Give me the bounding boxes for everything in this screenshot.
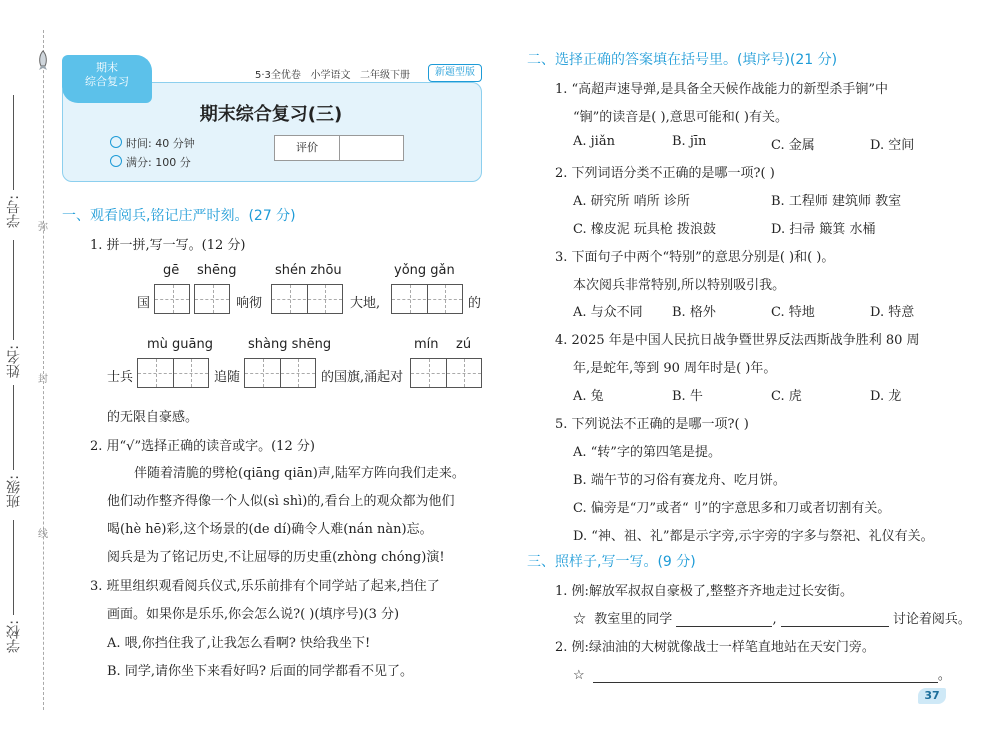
pinyin-zu: zú xyxy=(456,337,472,352)
check-icon xyxy=(110,155,122,167)
class-label: 班级: xyxy=(6,475,22,508)
text-xiangche: 响彻 xyxy=(236,296,263,311)
s2-q1-line1: 1. “高超声速导弹,是具备全天候作战能力的新型杀手锏”中 xyxy=(555,82,888,97)
s2-q2-line1[interactable]: 2. 下列词语分类不正确的是哪一项?( ) xyxy=(555,166,775,181)
s2-q4-line1: 4. 2025 年是中国人民抗日战争暨世界反法西斯战争胜利 80 周 xyxy=(555,333,920,348)
text-guoqi: 的国旗,涌起对 xyxy=(321,370,404,385)
text-guo: 国 xyxy=(137,296,151,311)
text-zhuisui: 追随 xyxy=(214,370,241,385)
text-de: 的 xyxy=(468,296,482,311)
new-edition-tag: 新题型版 xyxy=(428,64,482,82)
char-box-shangsheng[interactable] xyxy=(244,358,316,388)
clock-icon xyxy=(110,136,122,148)
name-line xyxy=(13,240,14,340)
seal-mark-xian: 线 xyxy=(38,529,48,540)
pinyin-ge: gē xyxy=(163,263,180,278)
review-badge xyxy=(62,55,152,103)
s2-q1-line2[interactable]: “锏”的读音是( ),意思可能和( )有关。 xyxy=(573,110,788,125)
seal-mark-feng: 封 xyxy=(38,374,48,385)
s2-q1-opt-c[interactable]: C. 金属 xyxy=(771,138,815,153)
student-id-line xyxy=(13,95,14,190)
q3-option-b[interactable]: B. 同学,请你坐下来看好吗? 后面的同学都看不见了。 xyxy=(107,664,414,679)
score-text: 满分: 100 分 xyxy=(126,156,191,169)
q2-line1[interactable]: 伴随着清脆的劈枪(qiāng qiān)声,陆军方阵向我们走来。 xyxy=(134,466,465,481)
char-box-shenzhou[interactable] xyxy=(271,284,343,314)
q3-prompt-line2[interactable]: 画面。如果你是乐乐,你会怎么说?( )(填序号)(3 分) xyxy=(107,607,400,622)
q2-prompt: 2. 用“√”选择正确的读音或字。(12 分) xyxy=(90,439,315,454)
s2-q4-opt-d[interactable]: D. 龙 xyxy=(870,389,902,404)
s2-q3-opt-c[interactable]: C. 特地 xyxy=(771,305,815,320)
s2-q3-line2: 本次阅兵非常特别,所以特别吸引我。 xyxy=(573,278,786,293)
star-icon: ☆ xyxy=(573,612,587,627)
time-text: 时间: 40 分钟 xyxy=(126,137,195,150)
s2-q3-opt-a[interactable]: A. 与众不同 xyxy=(573,305,643,320)
evaluation-label: 评价 xyxy=(275,136,340,160)
pinyin-min: mín xyxy=(414,337,439,352)
subject-name: 小学语文 xyxy=(310,70,351,81)
book-info xyxy=(255,66,410,81)
s3-q1-part2: 讨论着阅兵。 xyxy=(892,612,971,627)
q3-option-a[interactable]: A. 喂,你挡住我了,让我怎么看啊? 快给我坐下! xyxy=(107,636,371,651)
s2-q5-opt-b[interactable]: B. 端午节的习俗有赛龙舟、吃月饼。 xyxy=(573,473,786,488)
char-box-yonggan[interactable] xyxy=(391,284,463,314)
evaluation-box[interactable] xyxy=(274,135,404,161)
star-icon: ☆ xyxy=(573,668,585,683)
school-label: 学校: xyxy=(6,620,22,653)
badge-line2: 综合复习 xyxy=(85,75,129,88)
s3-q2-answer xyxy=(573,664,951,683)
student-id-label: 学号: xyxy=(6,195,22,228)
score-info xyxy=(110,154,191,170)
char-box-sheng[interactable] xyxy=(194,284,230,314)
s2-q2-opt-d[interactable]: D. 扫帚 簸箕 水桶 xyxy=(771,222,876,237)
s2-q1-opt-b[interactable]: B. jīn xyxy=(672,134,707,149)
page-number: 37 xyxy=(918,688,946,704)
s3-q1-comma: , xyxy=(772,612,777,627)
char-box-minzu[interactable] xyxy=(410,358,482,388)
text-dadi: 大地, xyxy=(350,296,381,311)
s2-q2-opt-a[interactable]: A. 研究所 哨所 诊所 xyxy=(573,194,690,209)
name-label: 姓名: xyxy=(6,345,22,378)
grade-name: 二年级下册 xyxy=(360,70,410,81)
s2-q5-opt-c[interactable]: C. 偏旁是“刀”或者“刂”的字意思多和刀或者切割有关。 xyxy=(573,501,891,516)
pinyin-shenzhou: shén zhōu xyxy=(275,263,342,278)
pinyin-yonggan: yǒng gǎn xyxy=(394,263,455,278)
text-shibing: 士兵 xyxy=(107,370,134,385)
seal-mark-mi: 弥 xyxy=(38,222,48,233)
s3-q1-answer xyxy=(573,608,971,627)
q2-line3[interactable]: 喝(hè hē)彩,这个场景的(de dí)确令人难(nán nàn)忘。 xyxy=(107,522,433,537)
s2-q3-opt-d[interactable]: D. 特意 xyxy=(870,305,915,320)
q2-line2[interactable]: 他们动作整齐得像一个人似(sì shì)的,看台上的观众都为他们 xyxy=(107,494,455,509)
q3-prompt-line1: 3. 班里组织观看阅兵仪式,乐乐前排有个同学站了起来,挡住了 xyxy=(90,579,440,594)
s3-q2-end: 。 xyxy=(937,668,951,683)
class-line xyxy=(13,385,14,470)
s2-q5-opt-d[interactable]: D. “神、祖、礼”都是示字旁,示字旁的字多与祭祀、礼仪有关。 xyxy=(573,529,934,544)
s2-q2-opt-c[interactable]: C. 橡皮泥 玩具枪 拨浪鼓 xyxy=(573,222,717,237)
rocket-icon xyxy=(36,50,50,72)
pinyin-shangsheng: shàng shēng xyxy=(248,337,332,352)
section1-title: 一、观看阅兵,铭记庄严时刻。(27 分) xyxy=(62,208,296,224)
q1-prompt: 1. 拼一拼,写一写。(12 分) xyxy=(90,238,246,253)
s3-q1-blank2[interactable] xyxy=(781,612,889,627)
s2-q5-line1[interactable]: 5. 下列说法不正确的是哪一项?( ) xyxy=(555,417,749,432)
s3-q2-blank[interactable] xyxy=(593,668,938,683)
char-box-ge[interactable] xyxy=(154,284,190,314)
pinyin-sheng: shēng xyxy=(197,263,237,278)
s2-q4-opt-a[interactable]: A. 兔 xyxy=(573,389,604,404)
s2-q1-opt-d[interactable]: D. 空间 xyxy=(870,138,915,153)
page-title: 期末综合复习(三) xyxy=(199,104,343,125)
s3-q1-part1: 教室里的同学 xyxy=(594,612,673,627)
s2-q5-opt-a[interactable]: A. “转”字的第四笔是提。 xyxy=(573,445,721,460)
school-line xyxy=(13,520,14,615)
char-box-muguang[interactable] xyxy=(137,358,209,388)
s3-q2-example: 2. 例:绿油油的大树就像战士一样笔直地站在天安门旁。 xyxy=(555,640,875,655)
section3-title: 三、照样子,写一写。(9 分) xyxy=(527,554,696,570)
q2-line4[interactable]: 阅兵是为了铭记历史,不让屈辱的历史重(zhòng chóng)演! xyxy=(107,550,445,565)
s2-q2-opt-b[interactable]: B. 工程师 建筑师 教室 xyxy=(771,194,902,209)
s2-q4-opt-c[interactable]: C. 虎 xyxy=(771,389,802,404)
s2-q3-line1[interactable]: 3. 下面句子中两个“特别”的意思分别是( )和( )。 xyxy=(555,250,835,265)
s2-q3-opt-b[interactable]: B. 格外 xyxy=(672,305,716,320)
time-info xyxy=(110,135,195,151)
s2-q4-line2[interactable]: 年,是蛇年,等到 90 周年时是( )年。 xyxy=(573,361,777,376)
series-name: 5·3全优卷 xyxy=(255,70,301,81)
s3-q1-blank1[interactable] xyxy=(676,612,772,627)
text-zihaogan: 的无限自豪感。 xyxy=(107,410,199,425)
badge-line1: 期末 xyxy=(96,61,118,74)
s2-q4-opt-b[interactable]: B. 牛 xyxy=(672,389,703,404)
s2-q1-opt-a[interactable]: A. jiǎn xyxy=(573,134,615,149)
s3-q1-example: 1. 例:解放军叔叔自豪极了,整整齐齐地走过长安街。 xyxy=(555,584,854,599)
section2-title: 二、选择正确的答案填在括号里。(填序号)(21 分) xyxy=(527,52,838,68)
pinyin-muguang: mù guāng xyxy=(147,337,213,352)
